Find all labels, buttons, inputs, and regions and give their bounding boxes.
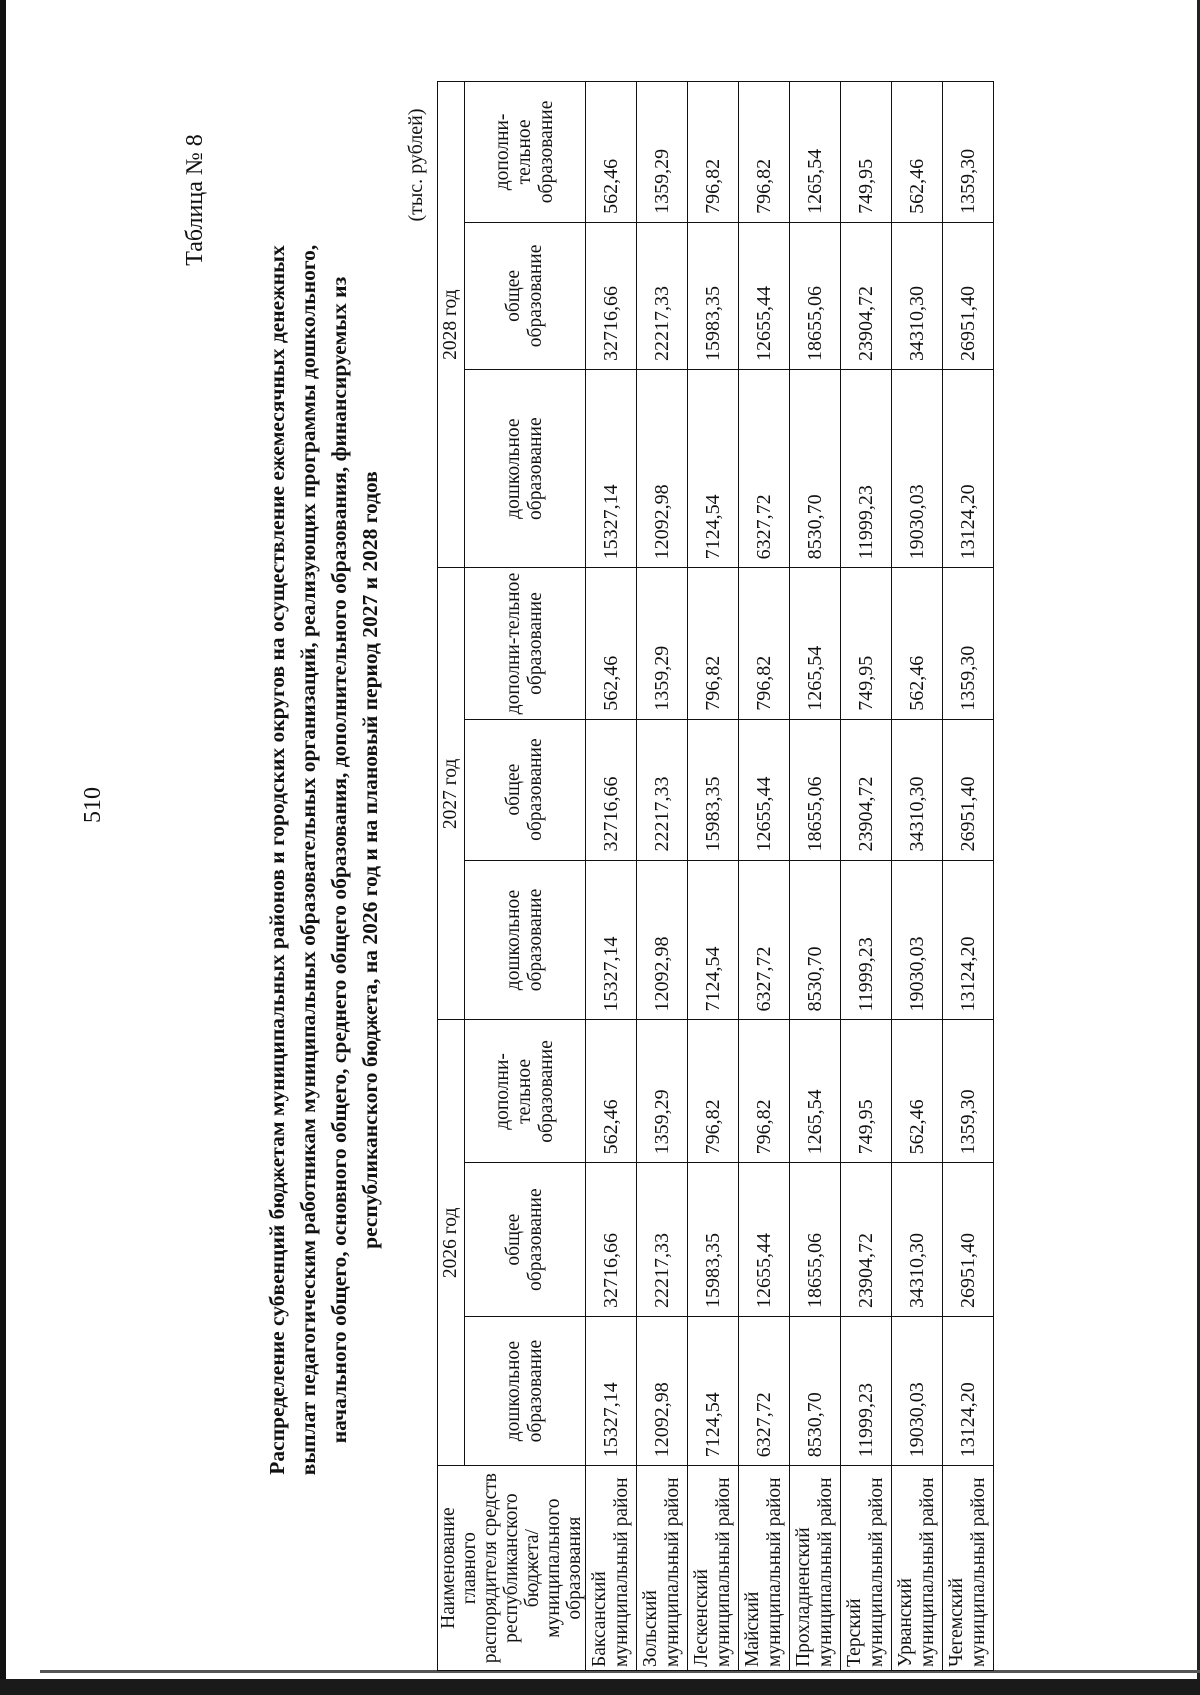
sub-header-additional: дополни-тельное образование [464,568,585,719]
amount-cell: 26951,40 [943,719,994,860]
amount-cell: 22217,33 [637,1163,688,1317]
table-row [637,82,688,1671]
amount-cell: 18655,06 [790,222,841,369]
sub-header-general: общее образование [464,222,585,369]
municipality-name: Прохладненский муниципальный район [790,1466,841,1671]
amount-cell: 562,46 [892,1020,943,1163]
amount-cell: 562,46 [586,82,637,223]
amount-cell: 22217,33 [637,222,688,369]
amount-cell: 796,82 [688,1020,739,1163]
amount-cell: 7124,54 [688,860,739,1020]
municipality-name: Терский муниципальный район [841,1466,892,1671]
amount-cell: 6327,72 [739,369,790,567]
amount-cell: 1359,29 [637,82,688,223]
document-title: Распределение субвенций бюджетам муниципальных районов и городских округов на осуществление ежемесячных денежных выплат педагогическим работникам муниципальных образовательных организаций, реализующих программы дошкольного, начального общего, основного общего, среднего общего образования, дополнительного образования, финансируемых из республиканского бюджета, на 2026 год и на плановый период 2027 и 2028 годов [265,244,382,1476]
amount-cell: 23904,72 [841,222,892,369]
amount-cell: 11999,23 [841,860,892,1020]
amount-cell: 6327,72 [739,1316,790,1465]
year-header: 2027 год [438,568,465,1020]
sub-header-additional: дополни-тельное образование [464,1020,585,1163]
table-body [586,82,994,1671]
amount-cell: 8530,70 [790,860,841,1020]
amount-cell: 32716,66 [586,1163,637,1317]
amount-cell: 562,46 [586,568,637,719]
amount-cell: 34310,30 [892,719,943,860]
amount-cell: 1359,29 [637,568,688,719]
amount-cell: 7124,54 [688,369,739,567]
amount-cell: 796,82 [688,568,739,719]
amount-cell: 13124,20 [943,369,994,567]
amount-cell: 13124,20 [943,1316,994,1465]
amount-cell: 749,95 [841,1020,892,1163]
amount-cell: 15327,14 [586,1316,637,1465]
municipality-name: Майский муниципальный район [739,1466,790,1671]
table-row [739,82,790,1671]
amount-cell: 1265,54 [790,568,841,719]
amount-cell: 15327,14 [586,369,637,567]
amount-cell: 15983,35 [688,222,739,369]
units-label: (тыс. рублей) [405,108,427,222]
amount-cell: 11999,23 [841,1316,892,1465]
table-row [688,82,739,1671]
sub-header-preschool: дошкольное образование [464,369,585,567]
amount-cell: 15983,35 [688,1163,739,1317]
municipality-name: Урванский муниципальный район [892,1466,943,1671]
amount-cell: 11999,23 [841,369,892,567]
amount-cell: 26951,40 [943,222,994,369]
year-header: 2026 год [438,1020,465,1466]
amount-cell: 26951,40 [943,1163,994,1317]
rotated-page [0,75,1200,1695]
amount-cell: 12655,44 [739,719,790,860]
year-header: 2028 год [438,82,465,568]
amount-cell: 12655,44 [739,1163,790,1317]
table-row [943,82,994,1671]
table-row [586,82,637,1671]
amount-cell: 18655,06 [790,719,841,860]
municipality-name: Баксанский муниципальный район [586,1466,637,1671]
amount-cell: 32716,66 [586,719,637,860]
amount-cell: 562,46 [892,82,943,223]
sub-header-general: общее образование [464,1163,585,1317]
amount-cell: 34310,30 [892,222,943,369]
amount-cell: 1265,54 [790,1020,841,1163]
sub-header-additional: дополни-тельное образование [464,82,585,223]
amount-cell: 23904,72 [841,719,892,860]
amount-cell: 12655,44 [739,222,790,369]
amount-cell: 562,46 [892,568,943,719]
amount-cell: 1359,30 [943,1020,994,1163]
name-column-header: Наименование главного распорядителя средств республиканского бюджета/ муниципального образования [438,1466,586,1671]
table-label: Таблица № 8 [182,134,208,266]
amount-cell: 15983,35 [688,719,739,860]
amount-cell: 562,46 [586,1020,637,1163]
amount-cell: 7124,54 [688,1316,739,1465]
amount-cell: 796,82 [739,82,790,223]
amount-cell: 19030,03 [892,1316,943,1465]
amount-cell: 18655,06 [790,1163,841,1317]
sub-header-general: общее образование [464,719,585,860]
amount-cell: 19030,03 [892,369,943,567]
table-row [892,82,943,1671]
amount-cell: 8530,70 [790,369,841,567]
amount-cell: 13124,20 [943,860,994,1020]
table-row [841,82,892,1671]
subsidy-table [437,81,994,1671]
amount-cell: 796,82 [739,1020,790,1163]
year-header-row [438,82,465,1671]
amount-cell: 12092,98 [637,1316,688,1465]
amount-cell: 749,95 [841,82,892,223]
municipality-name: Чегемский муниципальный район [943,1466,994,1671]
table-row [790,82,841,1671]
amount-cell: 1265,54 [790,82,841,223]
amount-cell: 1359,30 [943,568,994,719]
amount-cell: 1359,30 [943,82,994,223]
amount-cell: 1359,29 [637,1020,688,1163]
municipality-name: Лескенский муниципальный район [688,1466,739,1671]
amount-cell: 12092,98 [637,369,688,567]
amount-cell: 796,82 [688,82,739,223]
amount-cell: 796,82 [739,568,790,719]
amount-cell: 19030,03 [892,860,943,1020]
amount-cell: 8530,70 [790,1316,841,1465]
amount-cell: 23904,72 [841,1163,892,1317]
amount-cell: 32716,66 [586,222,637,369]
page-number: 510 [80,787,106,823]
amount-cell: 15327,14 [586,860,637,1020]
amount-cell: 749,95 [841,568,892,719]
municipality-name: Зольский муниципальный район [637,1466,688,1671]
sub-header-preschool: дошкольное образование [464,1316,585,1465]
sub-header-preschool: дошкольное образование [464,860,585,1020]
amount-cell: 12092,98 [637,860,688,1020]
amount-cell: 22217,33 [637,719,688,860]
sub-header-row [464,82,585,1671]
amount-cell: 34310,30 [892,1163,943,1317]
amount-cell: 6327,72 [739,860,790,1020]
